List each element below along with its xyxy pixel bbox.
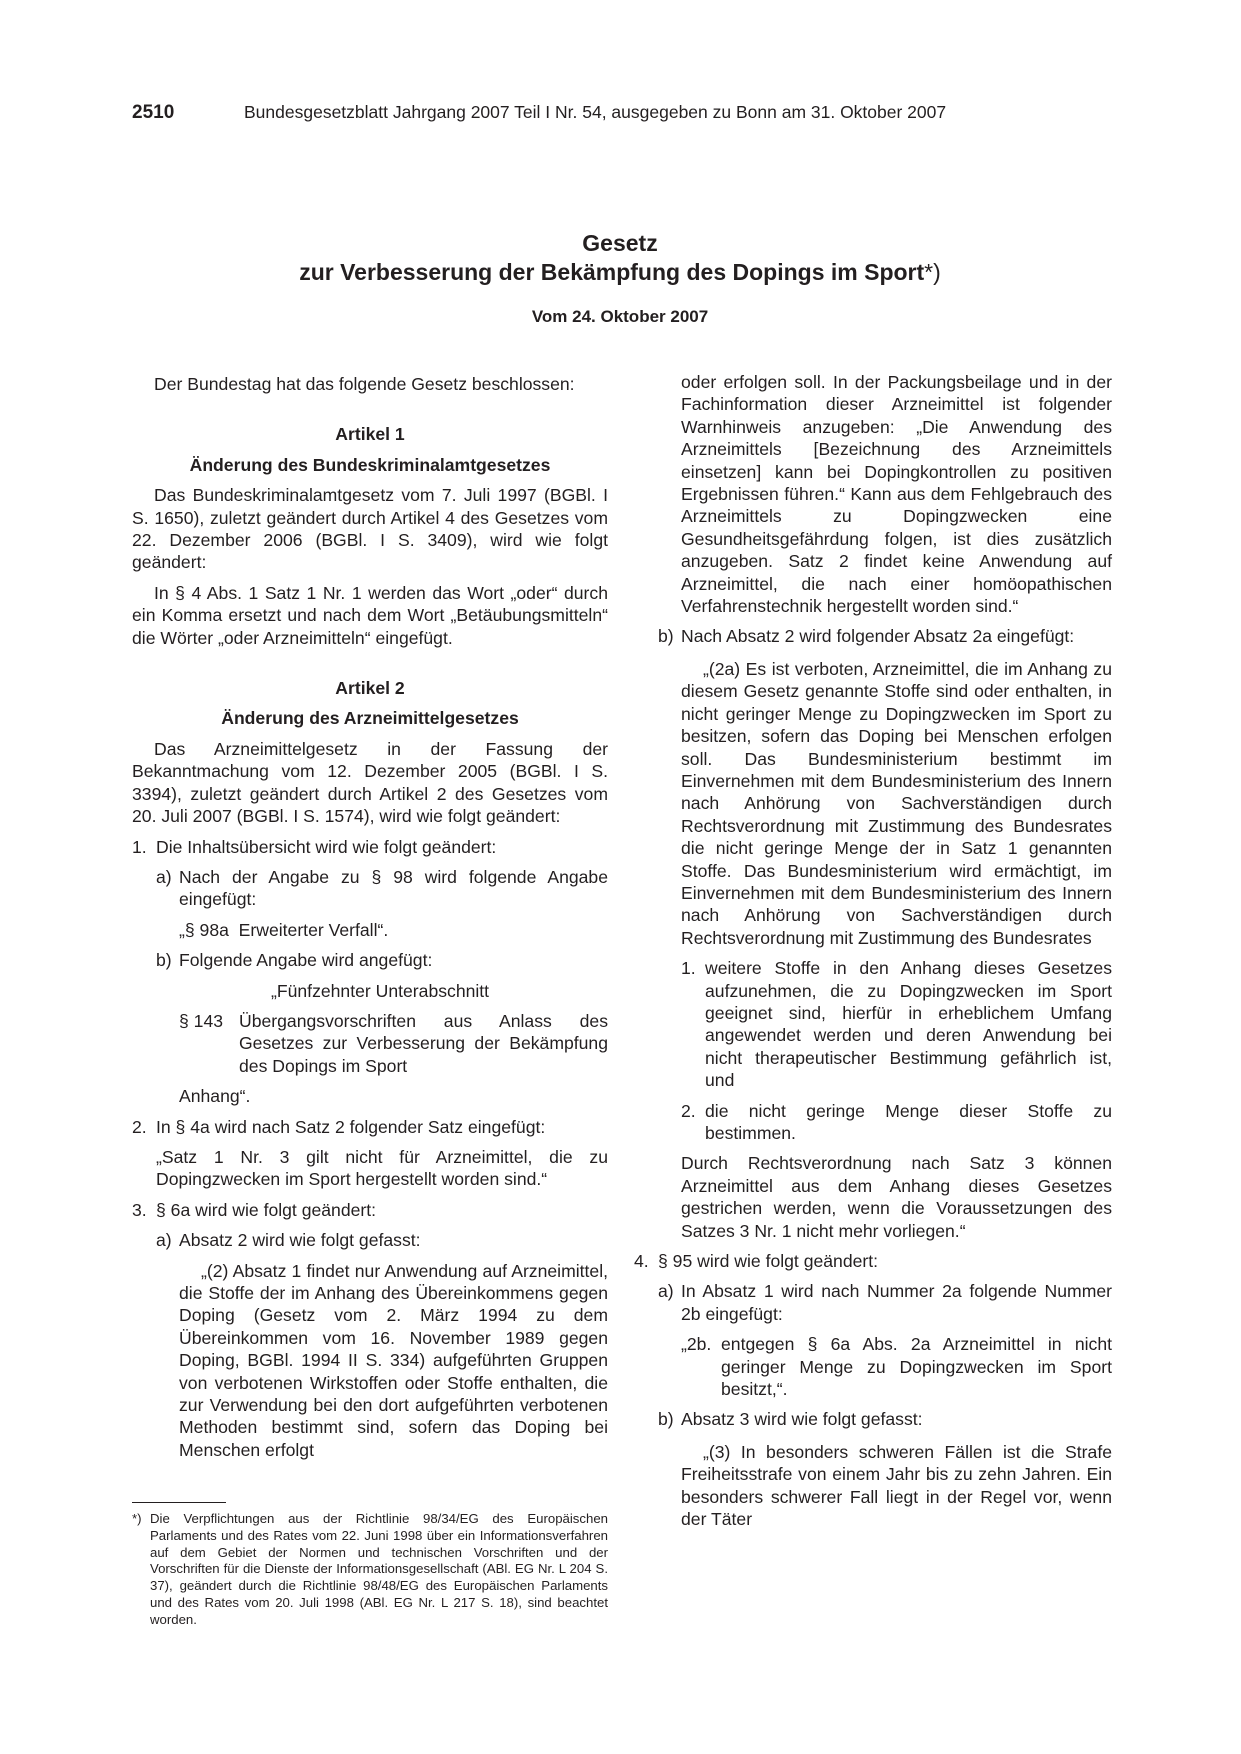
article-1-heading: Artikel 1 [335,424,405,445]
item-label: 1. [681,958,696,979]
item-text: § 6a wird wie folgt geändert: [156,1199,377,1220]
section-label: § 143 [179,1010,224,1031]
list-item [132,866,608,911]
item-text: weitere Stoffe in den Anhang dieses Gesetzes aufzunehmen, die zu Dopingzwecken im Sport geeignet sind, hierfür in erheblichem Umfang angewendet werden und deren Anwendung bei nicht therapeutischer Bestimmung gefährlich ist, und [705,958,1112,1091]
intro-paragraph: Der Bundestag hat das folgende Gesetz beschlossen: [154,374,575,394]
right-column [634,373,1112,1531]
section-text: Übergangsvorschriften aus Anlass des Gesetzes zur Verbesserung der Bekämpfung des Dopings im Sport [239,1010,608,1076]
item-text: Nach der Angabe zu § 98 wird folgende Angabe eingefügt: [179,866,608,910]
quoted-section [132,1010,608,1077]
quoted-anhang: Anhang“. [179,1086,251,1107]
list-item [634,625,1112,647]
article-1-subheading: Änderung des Bundeskriminalamtgesetzes [189,454,551,475]
article-2-heading: Artikel 2 [335,678,405,699]
footnote-divider [132,1502,226,1503]
item-label: b) [658,1409,674,1430]
item-label: 2. [132,1116,147,1137]
article-1-paragraph-2: In § 4 Abs. 1 Satz 1 Nr. 1 werden das Wort „oder“ durch ein Komma ersetzt und nach dem Wort „Betäubungsmitteln“ die Wörter „oder Arzneimitteln“ eingefügt. [132,582,608,648]
list-item [132,836,608,858]
article-1-paragraph-1: Das Bundeskriminalamtgesetz vom 7. Juli 1997 (BGBl. I S. 1650), zuletzt geändert durch Artikel 4 des Gesetzes vom 22. Dezember 2006 (BGBl. I S. 3409), wird wie folgt geändert: [132,485,608,573]
article-2-subheading: Änderung des Arzneimittelgesetzes [221,708,519,729]
item-text: Absatz 2 wird wie folgt gefasst: [179,1230,421,1251]
entry-text: entgegen § 6a Abs. 2a Arzneimittel in nicht geringer Menge zu Dopingzwecken im Sport besitzt,“. [721,1334,1112,1400]
title-footnote-ref: *) [924,259,941,285]
footnote-label: *) [132,1511,142,1526]
item-text: Absatz 3 wird wie folgt gefasst: [681,1409,923,1430]
item-label: b) [658,626,674,647]
list-item [132,1116,608,1138]
footnote-text: Die Verpflichtungen aus der Richtlinie 98/34/EG des Europäischen Parlaments und des Rates vom 22. Juni 1998 über ein Informationsverfahren auf dem Gebiet der Normen und technischen Vorschriften und der Vorschriften für die Dienste der Informationsgesellschaft (ABl. EG Nr. L 204 S. 37), geändert durch die Richtlinie 98/48/EG des Europäischen Parlaments und des Rates vom 20. Juli 1998 (ABl. EG Nr. L 217 S. 18), sind beachtet worden. [150,1511,608,1627]
item-text: § 95 wird wie folgt geändert: [658,1251,879,1272]
item-text: Folgende Angabe wird angefügt: [179,950,433,971]
item-text: Nach Absatz 2 wird folgender Absatz 2a eingefügt: [681,626,1075,647]
list-item [634,957,1112,1091]
quoted-entry: „§ 98a Erweiterter Verfall“. [179,919,389,940]
left-column [132,373,608,1461]
item-text: In Absatz 1 wird nach Nummer 2a folgende Nummer 2b eingefügt: [681,1281,1112,1324]
entry-label: „2b. [681,1334,712,1355]
item-label: 4. [634,1251,649,1272]
list-item [132,1229,608,1251]
list-item [132,1199,608,1221]
list-item [634,1100,1112,1145]
quoted-section-heading: „Fünfzehnter Unterabschnitt [271,980,490,1001]
quoted-paragraph-continued: oder erfolgen soll. In der Packungsbeilage und in der Fachinformation dieser Arzneimittel ist folgender Warnhinweis anzugeben: „Die Anwendung des Arzneimittels [Bezeichnung des Arzneimittels einsetzen] kann bei Dopingkontrollen zu positiven Ergebnissen führen.“ Kann aus dem Fehlgebrauch des Arzneimittels zu Dopingzwecken eine Gesundheitsgefährdung folgen, ist dies zusätzlich anzugeben. Satz 2 findet keine Anwendung auf Arzneimittel, die nach einer homöopathischen Verfahrenstechnik hergestellt worden sind.“ [681,372,1112,617]
page-header [132,101,1112,124]
title-line-2 [130,258,1110,287]
list-item [634,1408,1112,1430]
journal-line: Bundesgesetzblatt Jahrgang 2007 Teil I Nr. 54, ausgegeben zu Bonn am 31. Oktober 2007 [244,102,947,122]
quoted-paragraph: „(2a) Es ist verboten, Arzneimittel, die im Anhang zu diesem Gesetz genannte Stoffe sind oder enthalten, in nicht geringer Menge zu Dopingzwecken im Sport zu besitzen, sofern das Doping bei Menschen erfolgen soll. Das Bundesministerium bestimmt im Einvernehmen mit dem Bundesministerium des Innern nach Anhörung von Sachverständigen durch Rechtsverordnung mit Zustimmung des Bundesrates die nicht geringe Menge der in Satz 1 genannten Stoffe. Das Bundesministerium wird ermächtigt, im Einvernehmen mit dem Bundesministerium des Innern nach Anhörung von Sachverständigen durch Rechtsverordnung mit Zustimmung des Bundesrates [681,658,1112,948]
quoted-paragraph: „(3) In besonders schweren Fällen ist die Strafe Freiheitsstrafe von einem Jahr bis zu zehn Jahren. Ein besonders schwerer Fall liegt in der Regel vor, wenn der Täter [681,1441,1112,1530]
item-label: a) [156,1230,172,1251]
item-text: Die Inhaltsübersicht wird wie folgt geändert: [156,836,497,857]
page-number: 2510 [132,102,175,123]
item-text: die nicht geringe Menge dieser Stoffe zu bestimmen. [705,1100,1112,1143]
list-item [634,1280,1112,1325]
quoted-paragraph-tail: Durch Rechtsverordnung nach Satz 3 können Arzneimittel aus dem Anhang dieses Gesetzes gestrichen werden, wenn die Voraussetzungen des Satzes 3 Nr. 1 nicht mehr vorliegen.“ [681,1153,1112,1241]
footnote [132,1511,608,1629]
item-label: b) [156,950,172,971]
item-label: 1. [132,836,147,857]
law-title [130,229,1110,287]
title-line-1: Gesetz [582,230,658,256]
title-line-2-text: zur Verbesserung der Bekämpfung des Dopings im Sport [299,259,925,285]
list-item [132,949,608,971]
list-item [634,1250,1112,1272]
quoted-number-entry [634,1333,1112,1400]
item-text: In § 4a wird nach Satz 2 folgender Satz eingefügt: [156,1116,546,1137]
item-label: a) [658,1281,674,1302]
law-date: Vom 24. Oktober 2007 [531,307,709,326]
quoted-sentence: „Satz 1 Nr. 3 gilt nicht für Arzneimittel, die zu Dopingzwecken im Sport hergestellt worden sind.“ [156,1146,608,1190]
quoted-paragraph: „(2) Absatz 1 findet nur Anwendung auf Arzneimittel, die Stoffe der im Anhang des Übereinkommens gegen Doping (Gesetz vom 2. März 1994 zu dem Übereinkommen vom 16. November 1989 gegen Doping, BGBl. 1994 II S. 334) aufgeführten Gruppen von verbotenen Wirkstoffen oder Stoffe enthalten, die zur Verwendung bei den dort aufgeführten verbotenen Methoden bestimmt sind, sofern das Doping bei Menschen erfolgt [179,1260,608,1460]
article-2-paragraph-1: Das Arzneimittelgesetz in der Fassung der Bekanntmachung vom 12. Dezember 2005 (BGBl. I S. 3394), zuletzt geändert durch Artikel 2 des Gesetzes vom 20. Juli 2007 (BGBl. I S. 1574), wird wie folgt geändert: [132,738,608,827]
item-label: a) [156,866,172,887]
item-label: 2. [681,1100,696,1121]
item-label: 3. [132,1199,147,1220]
